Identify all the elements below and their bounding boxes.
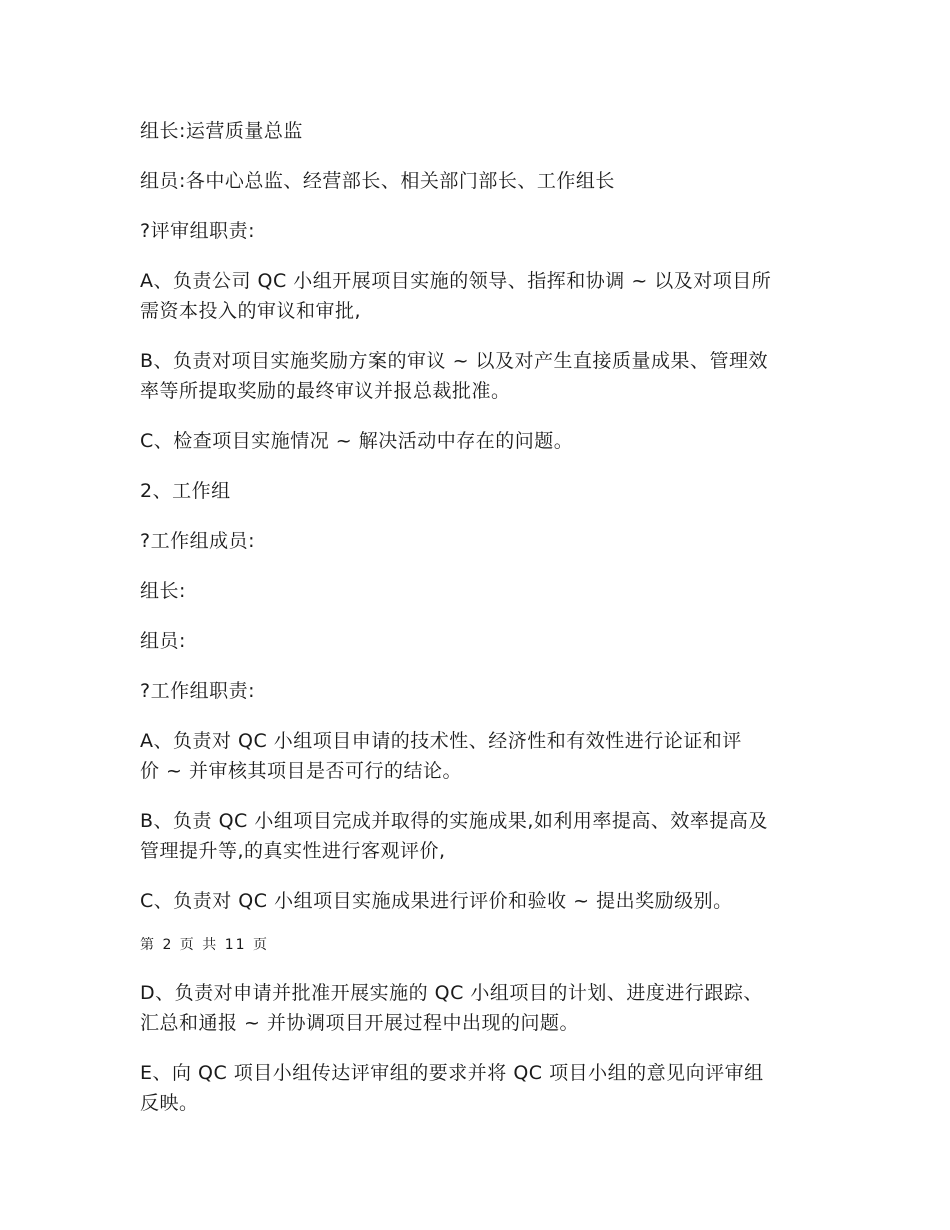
- section-heading-work-group: 2、工作组: [140, 480, 231, 502]
- members-line: 组员:各中心总监、经营部长、相关部门部长、工作组长: [140, 170, 615, 192]
- review-duty-a: A、负责公司 QC 小组开展项目实施的领导、指挥和协调 ~ 以及对项目所 需资本投入的审议和审批,: [140, 270, 772, 322]
- review-duty-b: B、负责对项目实施奖励方案的审议 ~ 以及对产生直接质量成果、管理效 率等所提取奖励的最终审议并报总裁批准。: [140, 350, 769, 402]
- review-duty-c: C、检查项目实施情况 ~ 解决活动中存在的问题。: [140, 430, 574, 452]
- work-group-duties-heading: ?工作组职责:: [140, 680, 255, 702]
- work-duty-c: C、负责对 QC 小组项目实施成果进行评价和验收 ~ 提出奖励级别。: [140, 890, 733, 912]
- work-group-members-line: 组员:: [140, 630, 186, 652]
- work-duty-d: D、负责对申请并批准开展实施的 QC 小组项目的计划、进度进行跟踪、 汇总和通报 ~ 并协调项目开展过程中出现的问题。: [140, 982, 763, 1034]
- leader-line: 组长:运营质量总监: [140, 120, 303, 142]
- work-duty-b: B、负责 QC 小组项目完成并取得的实施成果,如利用率提高、效率提高及 管理提升等,的真实性进行客观评价,: [140, 810, 768, 862]
- work-duty-a: A、负责对 QC 小组项目申请的技术性、经济性和有效性进行论证和评 价 ~ 并审核其项目是否可行的结论。: [140, 730, 742, 782]
- review-group-duties-heading: ?评审组职责:: [140, 220, 255, 242]
- work-group-leader-line: 组长:: [140, 580, 186, 602]
- work-group-members-heading: ?工作组成员:: [140, 530, 255, 552]
- page-number-footer: 第 2 页 共 11 页: [140, 937, 269, 953]
- work-duty-e: E、向 QC 项目小组传达评审组的要求并将 QC 项目小组的意见向评审组 反映。: [140, 1062, 764, 1114]
